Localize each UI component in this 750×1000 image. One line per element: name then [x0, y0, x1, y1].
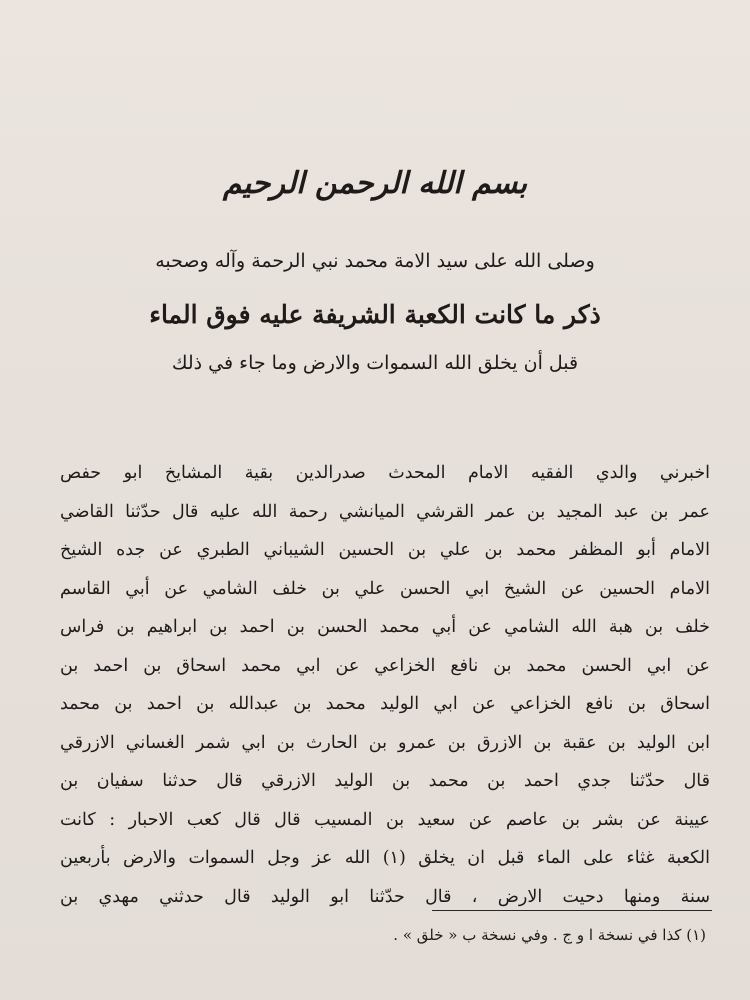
footnote-divider [432, 910, 712, 911]
text-line-7: اسحاق بن نافع الخزاعي عن ابي الوليد محمد بن عبدالله بن احمد بن محمد [60, 694, 710, 714]
chapter-heading: ذكر ما كانت الكعبة الشريفة عليه فوق الماء [149, 300, 601, 329]
text-line-6: عن ابي الحسن محمد بن نافع الخزاعي عن ابي محمد اسحاق بن احمد بن [60, 655, 710, 676]
text-line-1: اخبرني والدي الفقيه الامام المحدث صدرالدين بقية المشايخ ابو حفص [60, 463, 710, 483]
text-line-2: عمر بن عبد المجيد بن عمر القرشي الميانشي رحمة الله عليه قال حدّثنا القاضي [60, 501, 710, 522]
salawat-line: وصلى الله على سيد الامة محمد نبي الرحمة وآله وصحبه [155, 250, 595, 272]
text-line-5: خلف بن هبة الله الشامي عن أبي محمد الحسن بن احمد بن ابراهيم بن فراس [60, 617, 710, 637]
text-line-8: ابن الوليد بن عقبة بن الازرق بن عمرو بن الحارث بن ابي شمر الغساني الازرقي [60, 732, 710, 753]
text-line-9: قال حدّثنا جدي احمد بن محمد بن الوليد الازرقي قال حدثنا سفيان بن [60, 771, 710, 791]
footnote: (١) كذا في نسخة ا و ج . وفي نسخة ب « خلق » . [393, 926, 706, 944]
body-text [60, 454, 710, 916]
text-line-11: الكعبة غثاء على الماء قبل ان يخلق (١) الله عز وجل السموات والارض بأربعين [60, 848, 710, 868]
text-line-4: الامام الحسين عن الشيخ ابي الحسن علي بن خلف الشامي عن أبي القاسم [60, 578, 710, 599]
chapter-subheading: قبل أن يخلق الله السموات والارض وما جاء في ذلك [171, 352, 579, 374]
text-line-12: سنة ومنها دحيت الارض ، قال حدّثنا ابو الوليد قال حدثني مهدي بن [60, 886, 710, 907]
text-line-10: عيينة عن بشر بن عاصم عن سعيد بن المسيب قال قال كعب الاحبار : كانت [60, 809, 710, 830]
text-line-3: الامام أبو المظفر محمد بن علي بن الحسين الشيباني الطبري عن جده الشيخ [60, 540, 710, 560]
basmala-calligraphy: بسم الله الرحمن الرحيم [222, 166, 528, 201]
